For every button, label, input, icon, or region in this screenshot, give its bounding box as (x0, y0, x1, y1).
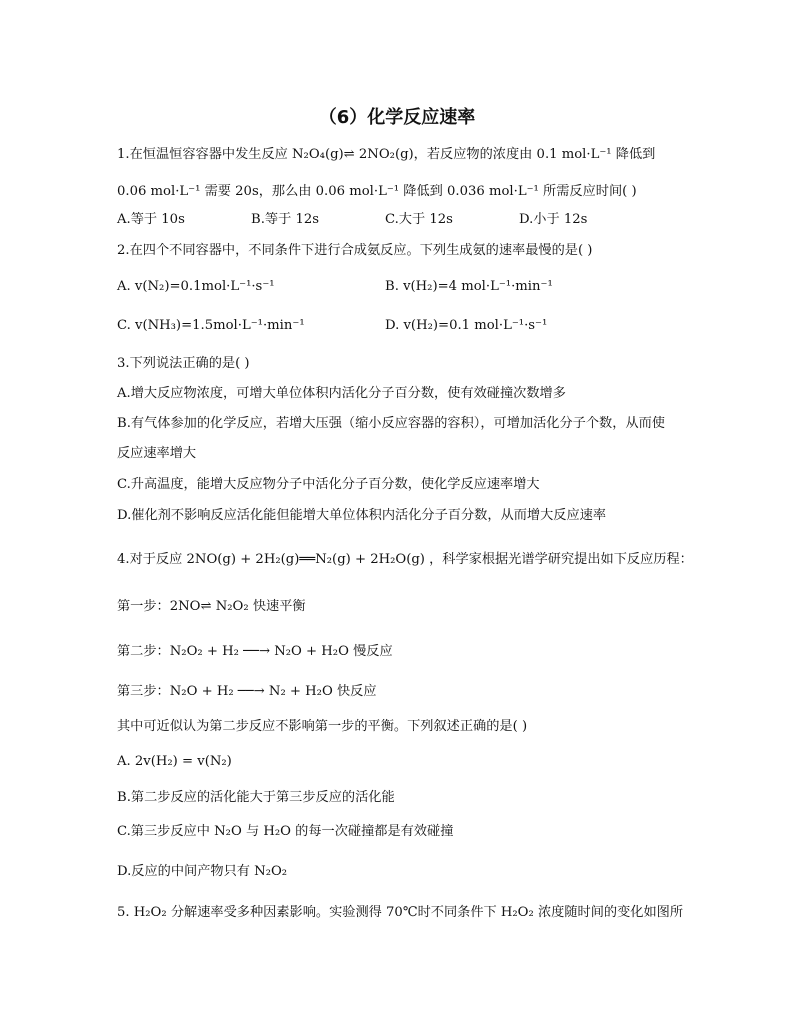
q2-option-a: A. v(N₂)=0.1mol·L⁻¹·s⁻¹ (117, 279, 275, 294)
q1-option-d: D.小于 12s (519, 212, 588, 227)
q3-stem: 3.下列说法正确的是( ) (117, 356, 250, 371)
q4-option-a: A. 2v(H₂) = v(N₂) (117, 754, 232, 769)
q1-stem-line1: 1.在恒温恒容容器中发生反应 N₂O₄(g)⇌ 2NO₂(g)，若反应物的浓度由 0.1 mol·L⁻¹ 降低到 (117, 147, 656, 162)
q1-option-a: A.等于 10s (117, 212, 185, 227)
q2-stem: 2.在四个不同容器中，不同条件下进行合成氨反应。下列生成氨的速率最慢的是( ) (117, 243, 593, 258)
q4-option-c: C.第三步反应中 N₂O 与 H₂O 的每一次碰撞都是有效碰撞 (117, 824, 454, 839)
q1-option-b: B.等于 12s (251, 212, 319, 227)
q4-step1: 第一步：2NO⇌ N₂O₂ 快速平衡 (117, 599, 306, 614)
page-title: （6）化学反应速率 (318, 107, 476, 128)
q2-options-row1 (117, 278, 684, 296)
q4-step3: 第三步：N₂O + H₂ ──→ N₂ + H₂O 快反应 (117, 684, 377, 699)
q1-stem-line2: 0.06 mol·L⁻¹ 需要 20s，那么由 0.06 mol·L⁻¹ 降低到 0.036 mol·L⁻¹ 所需反应时间( ) (117, 184, 637, 199)
q5-stem-line1: 5. H₂O₂ 分解速率受多种因素影响。实验测得 70℃时不同条件下 H₂O₂ 浓度随时间的变化如图所 (117, 905, 684, 920)
q4-step2: 第二步：N₂O₂ + H₂ ──→ N₂O + H₂O 慢反应 (117, 644, 393, 659)
q4-option-d: D.反应的中间产物只有 N₂O₂ (117, 864, 288, 879)
q3-option-a: A.增大反应物浓度，可增大单位体积内活化分子百分数，使有效碰撞次数增多 (117, 386, 566, 401)
q4-option-b: B.第二步反应的活化能大于第三步反应的活化能 (117, 790, 395, 805)
q2-option-c: C. v(NH₃)=1.5mol·L⁻¹·min⁻¹ (117, 318, 305, 333)
q1-options (117, 211, 684, 229)
q2-option-d: D. v(H₂)=0.1 mol·L⁻¹·s⁻¹ (385, 318, 548, 333)
q3-option-b-line1: B.有气体参加的化学反应，若增大压强（缩小反应容器的容积），可增加活化分子个数，从而使 (117, 416, 665, 431)
q4-note: 其中可近似认为第二步反应不影响第一步的平衡。下列叙述正确的是( ) (117, 719, 528, 734)
q2-option-b: B. v(H₂)=4 mol·L⁻¹·min⁻¹ (385, 279, 553, 294)
q3-option-d: D.催化剂不影响反应活化能但能增大单位体积内活化分子百分数，从而增大反应速率 (117, 508, 607, 523)
q4-stem: 4.对于反应 2NO(g) + 2H₂(g)══N₂(g) + 2H₂O(g) ，科学家根据光谱学研究提出如下反应历程： (117, 552, 693, 567)
q3-option-c: C.升高温度，能增大反应物分子中活化分子百分数，使化学反应速率增大 (117, 477, 540, 492)
q3-option-b-line2: 反应速率增大 (117, 446, 197, 461)
q2-options-row2 (117, 317, 684, 335)
q1-option-c: C.大于 12s (385, 212, 453, 227)
